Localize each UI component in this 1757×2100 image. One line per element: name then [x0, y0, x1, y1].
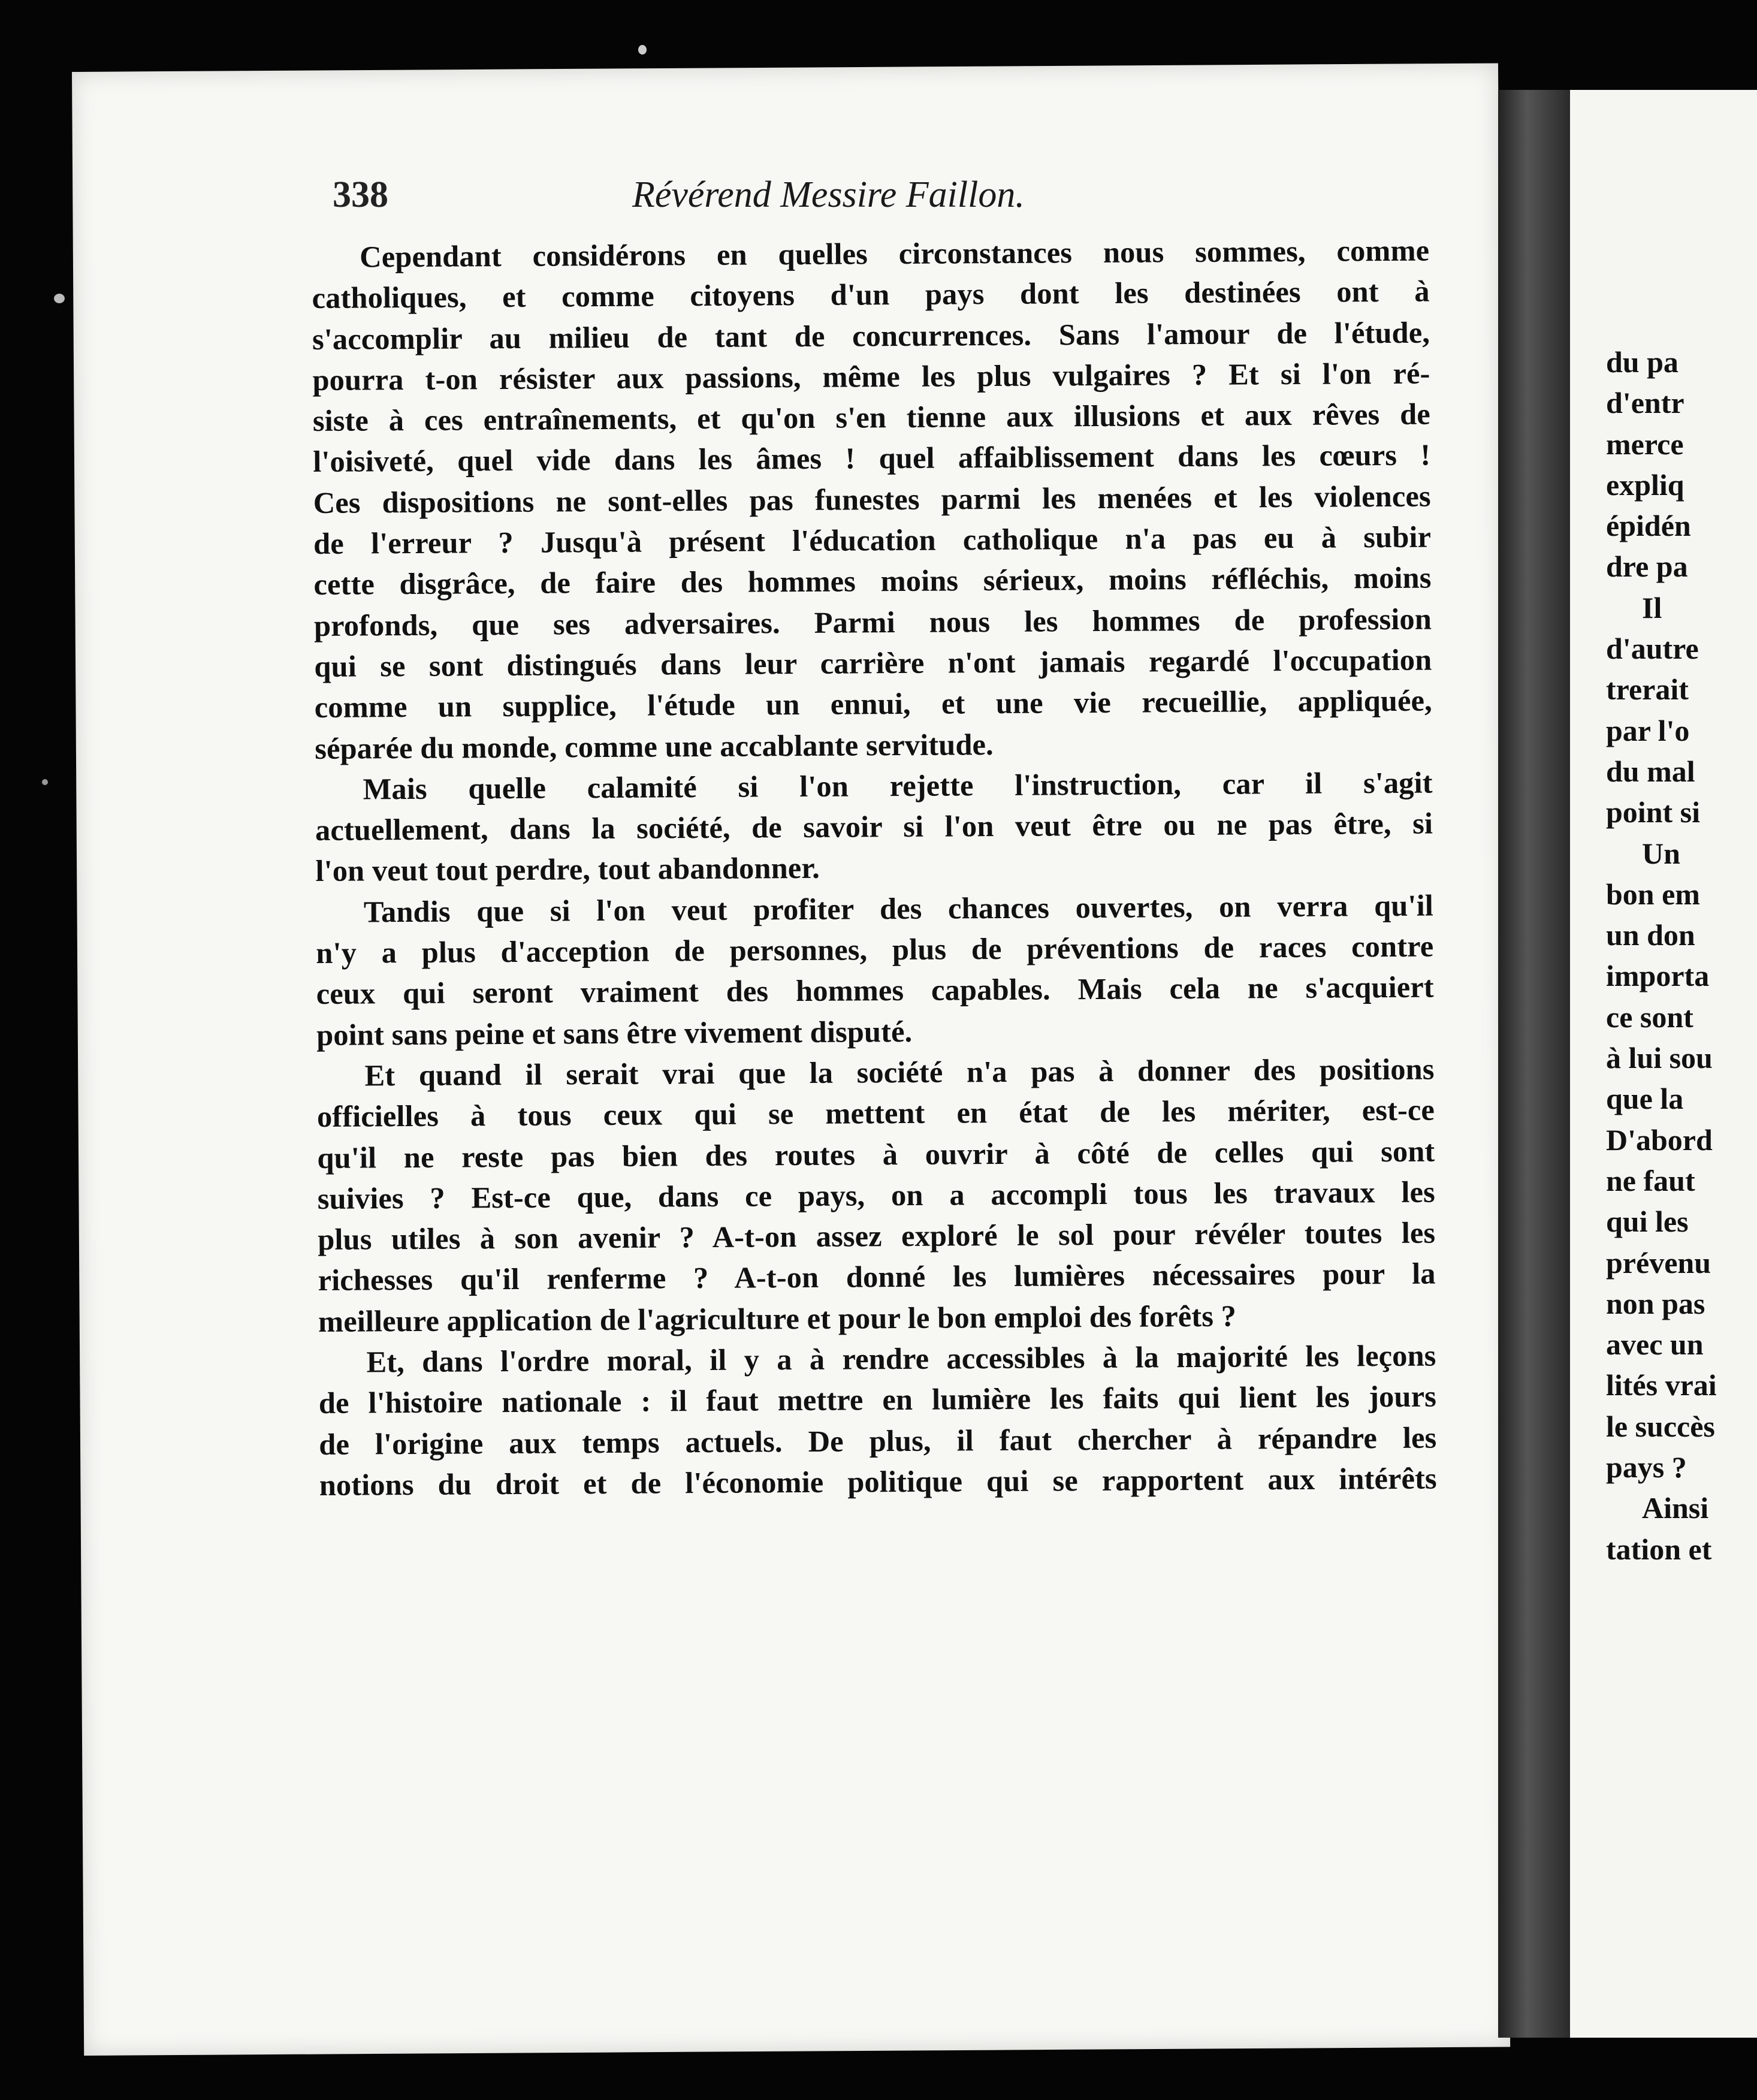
dust-speck [638, 45, 647, 55]
facing-page [1570, 90, 1757, 2038]
text-line: n'y a plus d'acception de personnes, plus de préventions de races contre [316, 929, 1434, 970]
facing-line: qui les [1606, 1205, 1689, 1239]
facing-line: trerait [1606, 672, 1689, 707]
text-line: de l'histoire nationale : il faut mettre en lumière les faits qui lient les jours [318, 1379, 1437, 1420]
book-gutter [1498, 90, 1570, 2038]
text-line: Tandis que si l'on veut profiter des chances ouvertes, on verra qu'il [363, 888, 1434, 929]
text-line: Ces dispositions ne sont-elles pas funestes parmi les menées et les violences [313, 479, 1431, 520]
text-line: cette disgrâce, de faire des hommes moins sérieux, moins réfléchis, moins [313, 560, 1432, 602]
dust-speck [54, 294, 65, 303]
text-line: notions du droit et de l'économie politique qui se rapportent aux intérêts [319, 1461, 1437, 1502]
text-line: Et quand il serait vrai que la société n'a pas à donner des positions [364, 1052, 1435, 1093]
facing-line: d'autre [1606, 632, 1699, 666]
facing-line: D'abord [1606, 1123, 1713, 1157]
dust-speck [42, 779, 48, 785]
text-line: officielles à tous ceux qui se mettent en état de les mériter, est-ce [316, 1093, 1435, 1134]
text-line: meilleure application de l'agriculture et pour le bon emploi des forêts ? [318, 1299, 1237, 1338]
facing-line: d'entr [1606, 386, 1684, 420]
text-line: siste à ces entraînements, et qu'on s'en tienne aux illusions et aux rêves de [312, 397, 1431, 438]
facing-line: que la [1606, 1082, 1684, 1116]
facing-line: à lui sou [1606, 1041, 1713, 1075]
text-line: de l'origine aux temps actuels. De plus, il faut chercher à répandre les [319, 1420, 1437, 1461]
facing-line: avec un [1606, 1327, 1704, 1362]
facing-page-text [1606, 342, 1757, 1570]
facing-line: ne faut [1606, 1163, 1695, 1197]
page-header-title: Révérend Messire Faillon. [632, 174, 1025, 215]
body-text [312, 230, 1437, 1506]
facing-line: bon em [1606, 877, 1700, 911]
facing-line: expliq [1606, 467, 1684, 502]
facing-line: dre pa [1606, 550, 1688, 584]
text-line: comme un supplice, l'étude un ennui, et une vie recueillie, appliquée, [314, 683, 1432, 725]
text-line: actuellement, dans la société, de savoir si l'on veut être ou ne pas être, si [315, 806, 1433, 847]
text-line: profonds, que ses adversaires. Parmi nous les hommes de profession [313, 602, 1432, 642]
facing-line: un don [1606, 918, 1695, 952]
text-line: Mais quelle calamité si l'on rejette l'instruction, car il s'agit [363, 765, 1433, 806]
text-line: s'accomplir au milieu de tant de concurrences. Sans l'amour de l'étude, [312, 315, 1430, 356]
facing-line: du pa [1606, 345, 1678, 379]
text-line: catholiques, et comme citoyens d'un pays dont les destinées ont à [312, 274, 1430, 315]
facing-line: prévenu [1606, 1245, 1711, 1280]
text-line: Et, dans l'ordre moral, il y a à rendre accessibles à la majorité les leçons [366, 1338, 1436, 1379]
facing-line: par l'o [1606, 713, 1690, 747]
text-line: qu'il ne reste pas bien des routes à ouvrir à côté de celles qui sont [317, 1134, 1435, 1175]
facing-line: Un [1642, 836, 1680, 870]
page-number: 338 [333, 174, 388, 215]
facing-line: le succès [1606, 1409, 1715, 1443]
text-line: plus utiles à son avenir ? A-t-on assez exploré le sol pour révéler toutes les [318, 1215, 1436, 1257]
facing-line: point si [1606, 795, 1701, 829]
text-line: qui se sont distingués dans leur carrière n'ont jamais regardé l'occupation [314, 642, 1432, 683]
facing-line: Ainsi [1642, 1491, 1709, 1525]
facing-line: lités vrai [1606, 1368, 1717, 1402]
text-line: point sans peine et sans être vivement disputé. [316, 1014, 913, 1052]
text-line: suivies ? Est-ce que, dans ce pays, on a accompli tous les travaux les [317, 1175, 1435, 1215]
facing-line: Il [1642, 590, 1662, 624]
text-line: l'on veut tout perdre, tout abandonner. [315, 851, 820, 888]
facing-line: ce sont [1606, 1000, 1693, 1034]
facing-line: pays ? [1606, 1450, 1687, 1485]
facing-line: importa [1606, 959, 1710, 993]
text-line: de l'erreur ? Jusqu'à présent l'éducation catholique n'a pas eu à subir [313, 520, 1432, 561]
facing-line: non pas [1606, 1286, 1705, 1320]
text-line: séparée du monde, comme une accablante servitude. [315, 727, 994, 765]
facing-line: épidén [1606, 509, 1691, 543]
facing-line: tation et [1606, 1532, 1712, 1566]
facing-line: merce [1606, 427, 1684, 461]
text-line: pourra t-on résister aux passions, même les plus vulgaires ? Et si l'on ré- [312, 356, 1430, 397]
text-line: ceux qui seront vraiment des hommes capables. Mais cela ne s'acquiert [316, 970, 1434, 1011]
facing-line: du mal [1606, 754, 1695, 788]
text-line: richesses qu'il renferme ? A-t-on donné les lumières nécessaires pour la [318, 1256, 1436, 1298]
text-line: Cependant considérons en quelles circonstances nous sommes, comme [360, 233, 1430, 274]
text-line: l'oisiveté, quel vide dans les âmes ! quel affaiblissement dans les cœurs ! [313, 438, 1431, 479]
